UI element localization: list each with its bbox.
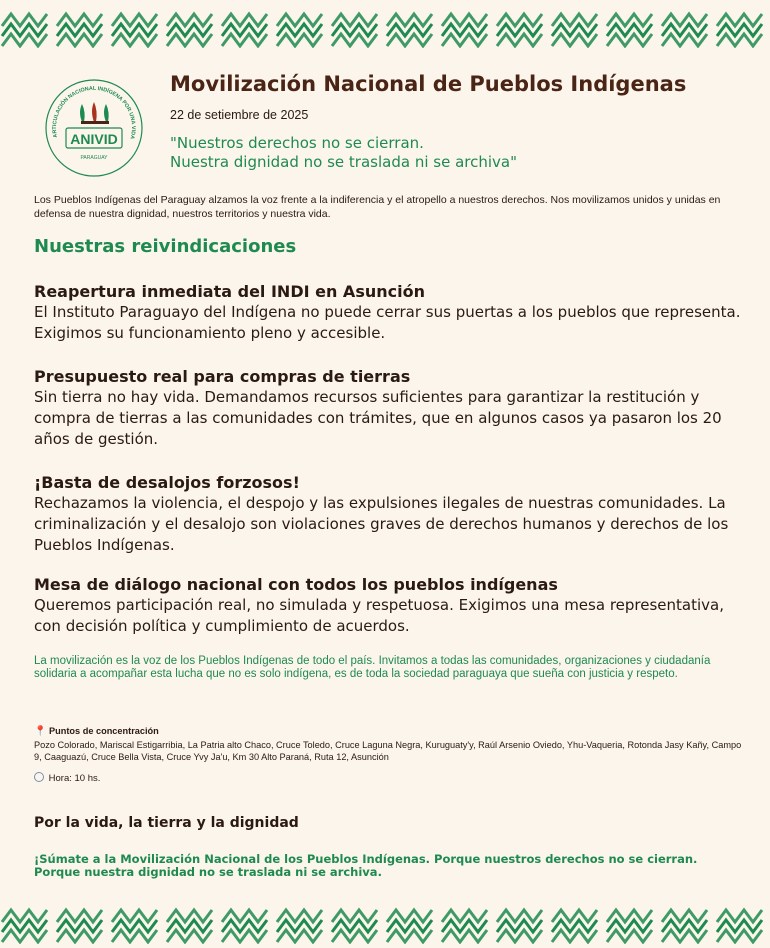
time-text: Hora: 10 hs. bbox=[48, 773, 101, 784]
points-list: Pozo Colorado, Mariscal Estigarribia, La Patria alto Chaco, Cruce Toledo, Cruce Laguna Negra, Kuruguaty'y, Raúl Arsenio Oviedo, Yhu-Vaqueria, Rotonda Jasy Kañy, Campo 9, Caaguazú, Cruce Bella Vista, Cruce Yvy Ja'u, Km 30 Alto Paraná, Ruta 12, Asunción bbox=[34, 739, 742, 762]
claim-body: Queremos participación real, no simulada y respetuosa. Exigimos una mesa representativa, con decisión política y cumplimiento de acuerdos. bbox=[34, 596, 724, 635]
zigzag-motif bbox=[442, 910, 487, 942]
claim-presupuesto bbox=[34, 366, 746, 450]
slogan-quote bbox=[170, 134, 517, 172]
zigzag-motif bbox=[552, 14, 597, 46]
zigzag-motif bbox=[2, 14, 47, 46]
zigzag-motif bbox=[387, 910, 432, 942]
section-title: Nuestras reivindicaciones bbox=[34, 236, 297, 257]
zigzag-motif bbox=[167, 14, 212, 46]
pin-icon: 📍 bbox=[34, 726, 47, 737]
event-date: 22 de setiembre de 2025 bbox=[170, 108, 309, 122]
claim-title: Mesa de diálogo nacional con todos los pueblos indígenas bbox=[34, 575, 558, 594]
zigzag-motif bbox=[222, 14, 267, 46]
header bbox=[42, 64, 742, 184]
zigzag-motif bbox=[662, 910, 707, 942]
top-border-pattern bbox=[0, 8, 770, 48]
zigzag-motif bbox=[387, 14, 432, 46]
zigzag-motif bbox=[57, 14, 102, 46]
claim-body: Sin tierra no hay vida. Demandamos recursos suficientes para garantizar la restitución y compra de tierras a las comunidades con trámites, que en algunos casos ya pasaron los 20 años de gestión. bbox=[34, 388, 722, 448]
claim-body: El Instituto Paraguayo del Indígena no puede cerrar sus puertas a los pueblos que representa. Exigimos su funcionamiento pleno y accesible. bbox=[34, 303, 741, 342]
time-info bbox=[34, 772, 100, 784]
zigzag-motif bbox=[112, 910, 157, 942]
zigzag-motif bbox=[717, 910, 762, 942]
claim-title: Reapertura inmediata del INDI en Asunción bbox=[34, 282, 425, 301]
feather-icons bbox=[80, 102, 109, 124]
anivid-logo bbox=[42, 76, 146, 180]
zigzag-motif bbox=[112, 14, 157, 46]
claim-indi bbox=[34, 281, 746, 344]
zigzag-motif bbox=[497, 910, 542, 942]
call-to-action: ¡Súmate a la Movilización Nacional de los Pueblos Indígenas. Porque nuestros derechos no se cierran. Porque nuestra dignidad no se traslada ni se archiva. bbox=[34, 852, 698, 879]
zigzag-motif bbox=[497, 14, 542, 46]
zigzag-motif bbox=[277, 910, 322, 942]
claim-body: Rechazamos la violencia, el despojo y las expulsiones ilegales de nuestras comunidades. La criminalización y el desalojo son violaciones graves de derechos humanos y derechos de los Pueblos Indígenas. bbox=[34, 494, 729, 554]
zigzag-motif bbox=[607, 910, 652, 942]
logo-ring-text: ARTICULACIÓN NACIONAL INDÍGENA POR UNA VIDA bbox=[51, 85, 137, 140]
claim-title: ¡Basta de desalojos forzosos! bbox=[34, 473, 300, 492]
slogan-line-1: "Nuestros derechos no se cierran. bbox=[170, 134, 424, 152]
zigzag-motif bbox=[442, 14, 487, 46]
zigzag-motif bbox=[552, 910, 597, 942]
concentration-points bbox=[34, 725, 749, 764]
zigzag-motif bbox=[222, 910, 267, 942]
zigzag-motif bbox=[167, 910, 212, 942]
slogan-line-2: Nuestra dignidad no se traslada ni se archiva" bbox=[170, 153, 517, 171]
closing-slogan: Por la vida, la tierra y la dignidad bbox=[34, 815, 299, 831]
claim-title: Presupuesto real para compras de tierras bbox=[34, 367, 411, 386]
invitation-paragraph: La movilización es la voz de los Pueblos Indígenas de todo el país. Invitamos a todas las comunidades, organizaciones y ciudadanía solidaria a acompañar esta lucha que no es solo indígena, es de toda la sociedad paraguaya que sueña con justicia y respeto. bbox=[34, 655, 711, 680]
intro-paragraph: Los Pueblos Indígenas del Paraguay alzamos la voz frente a la indiferencia y el atropello a nuestros derechos. Nos movilizamos unidos y unidas en defensa de nuestra dignidad, nuestros territorios y nuestra vida. bbox=[34, 194, 721, 220]
zigzag-motif bbox=[2, 910, 47, 942]
zigzag-motif bbox=[332, 14, 377, 46]
zigzag-motif bbox=[717, 14, 762, 46]
logo-name: ANIVID bbox=[70, 131, 118, 147]
zigzag-motif bbox=[607, 14, 652, 46]
zigzag-motif bbox=[277, 14, 322, 46]
claim-desalojos bbox=[34, 472, 746, 556]
zigzag-motif bbox=[662, 14, 707, 46]
clock-icon bbox=[34, 772, 44, 782]
claim-mesa-dialogo bbox=[34, 574, 746, 637]
page-title: Movilización Nacional de Pueblos Indígenas bbox=[170, 72, 687, 96]
points-title: Puntos de concentración bbox=[49, 726, 159, 736]
logo-country: PARAGUAY bbox=[80, 155, 108, 161]
zigzag-motif bbox=[332, 910, 377, 942]
zigzag-motif bbox=[57, 910, 102, 942]
bottom-border-pattern bbox=[0, 904, 770, 944]
